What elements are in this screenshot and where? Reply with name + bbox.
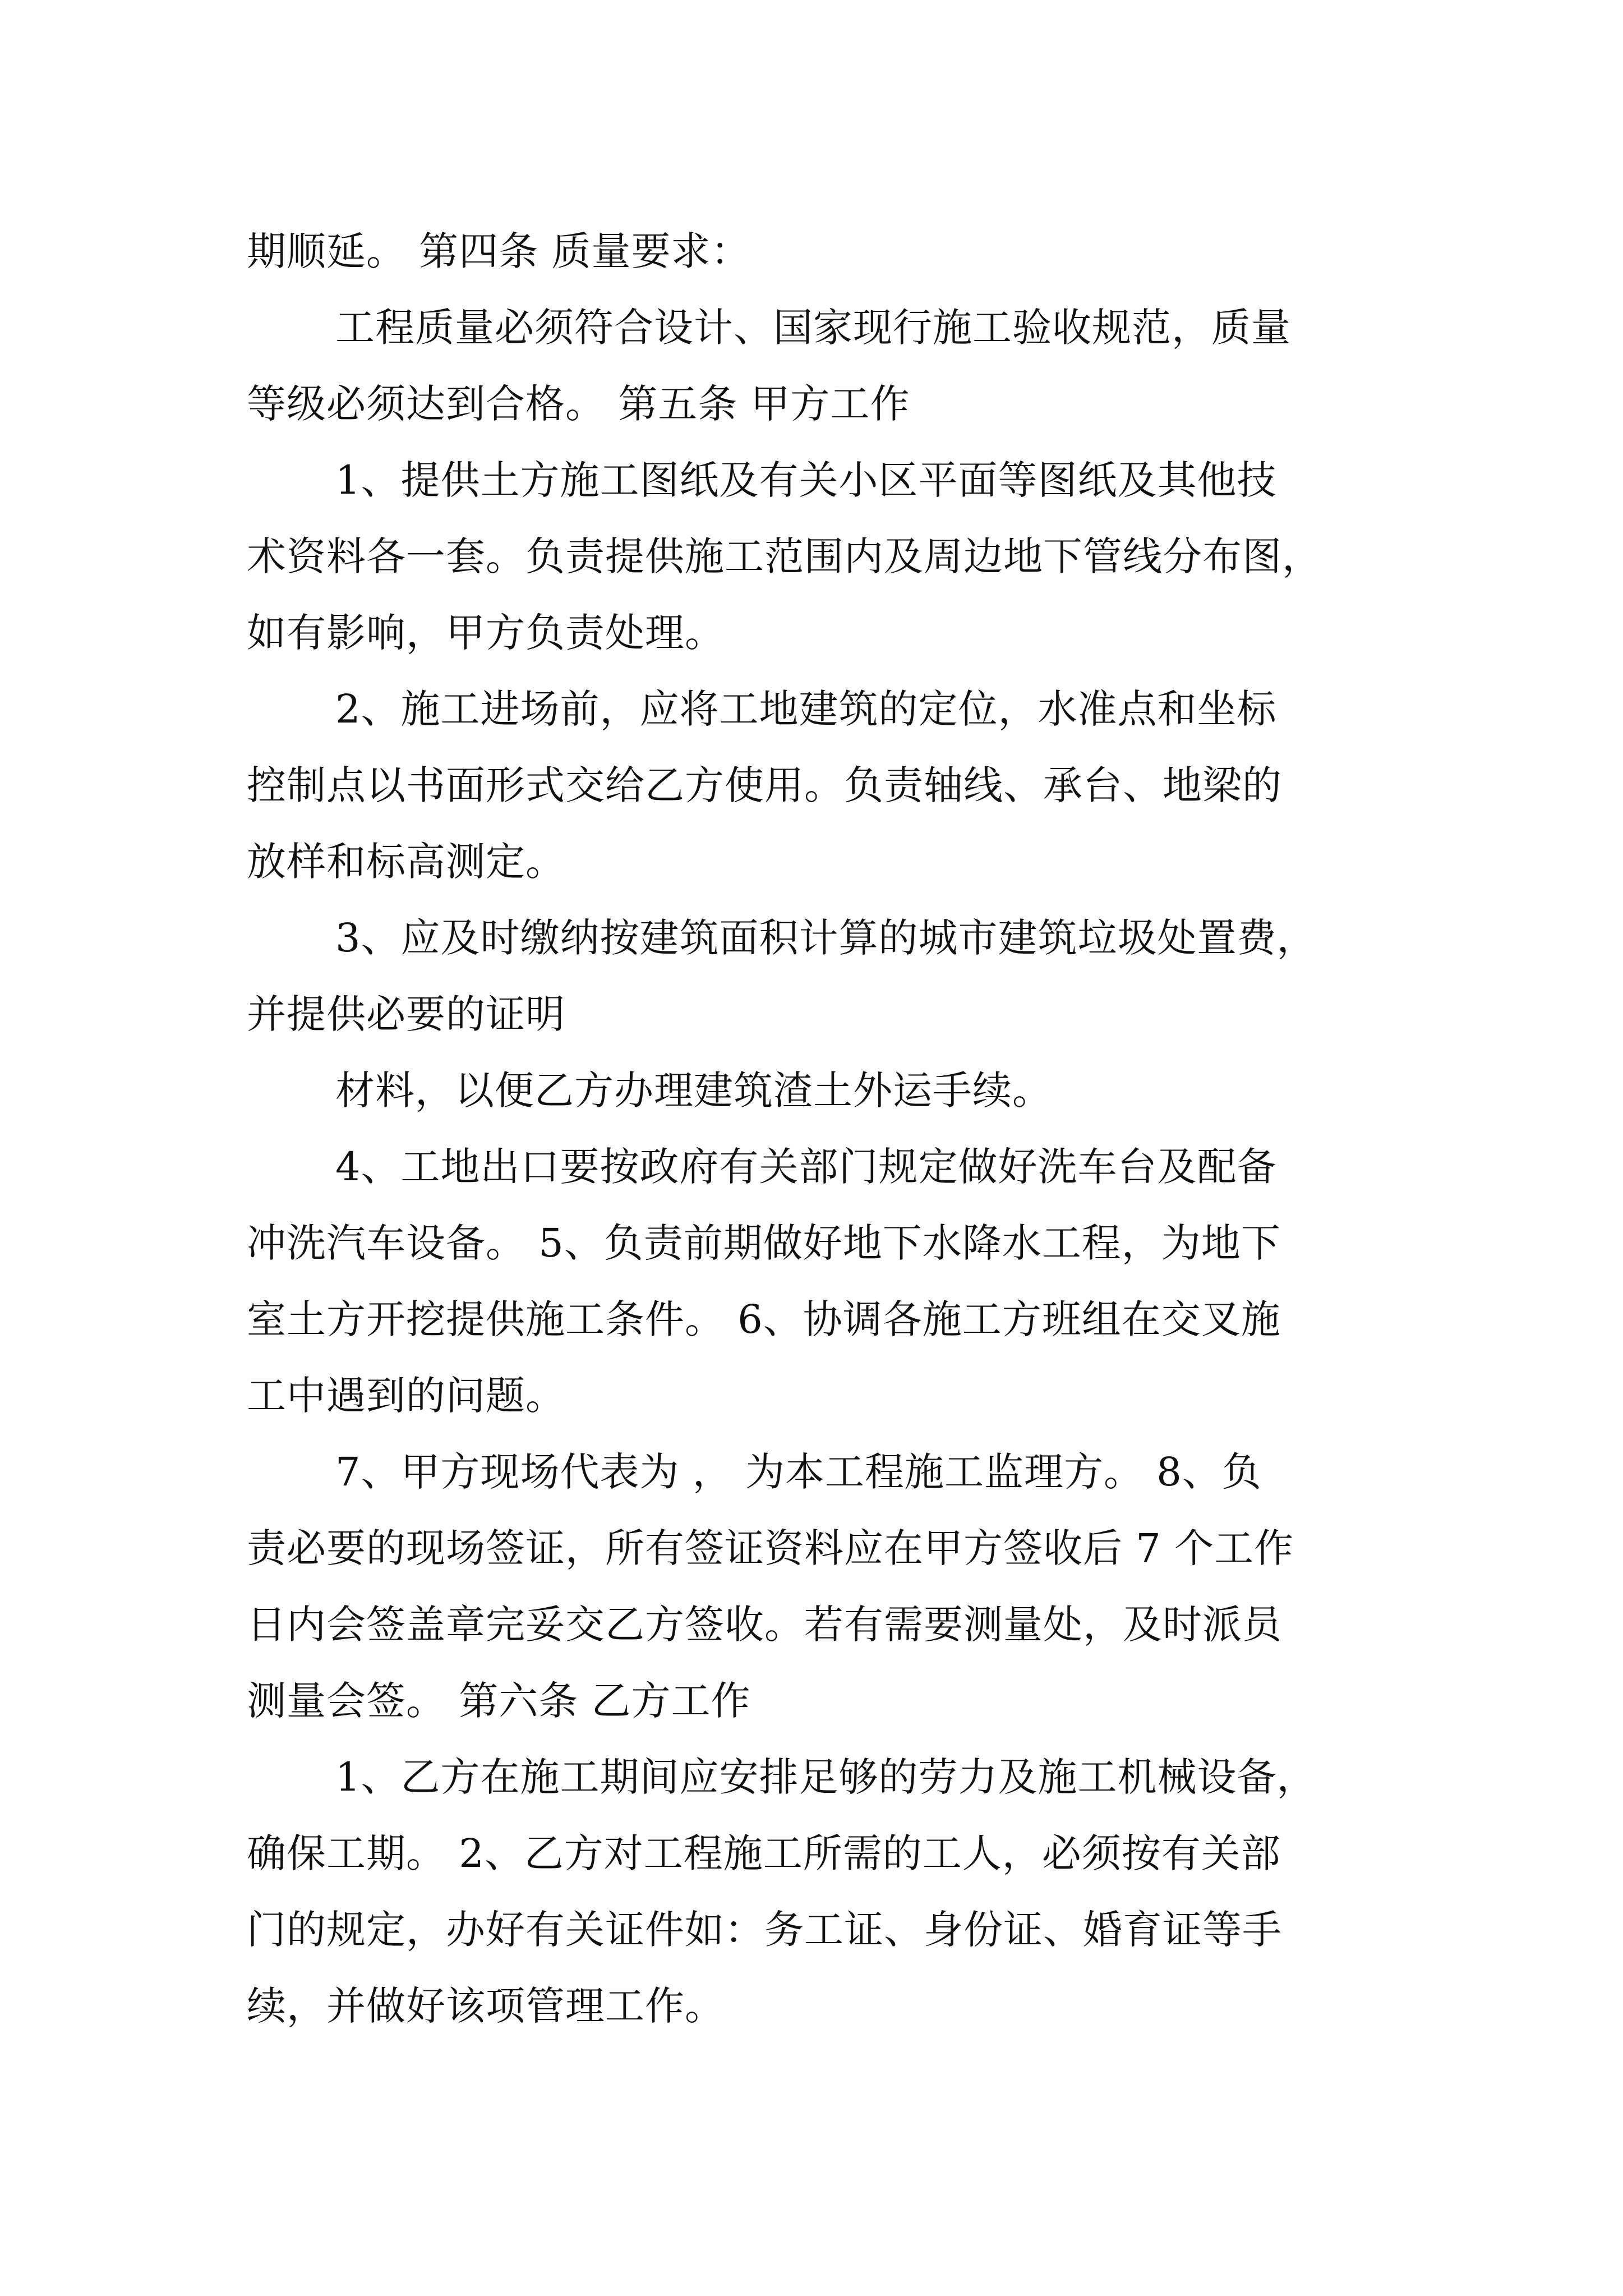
text-line-7: 2、施工进场前，应将工地建筑的定位，水准点和坐标 bbox=[335, 686, 1277, 732]
text-line-5: 术资料各一套。负责提供施工范围内及周边地下管线分布图， bbox=[247, 533, 1322, 579]
text-line-9: 放样和标高测定。 bbox=[247, 839, 565, 885]
text-line-14: 冲洗汽车设备。 5、负责前期做好地下水降水工程，为地下 bbox=[247, 1220, 1281, 1266]
document-body bbox=[247, 213, 1391, 2044]
text-line-11: 并提供必要的证明 bbox=[247, 991, 565, 1037]
text-line-24: 续，并做好该项管理工作。 bbox=[247, 1983, 725, 2029]
text-line-18: 责必要的现场签证，所有签证资料应在甲方签收后 7 个工作 bbox=[247, 1525, 1294, 1571]
text-line-10: 3、应及时缴纳按建筑面积计算的城市建筑垃圾处置费， bbox=[335, 915, 1317, 961]
text-line-19: 日内会签盖章完妥交乙方签收。若有需要测量处，及时派员 bbox=[247, 1602, 1282, 1648]
text-line-21: 1、乙方在施工期间应安排足够的劳力及施工机械设备， bbox=[335, 1754, 1317, 1800]
text-line-16: 工中遇到的问题。 bbox=[247, 1373, 565, 1419]
text-line-17: 7、甲方现场代表为 ， 为本工程施工监理方。 8、负 bbox=[335, 1449, 1262, 1495]
text-line-6: 如有影响，甲方负责处理。 bbox=[247, 610, 725, 656]
text-line-8: 控制点以书面形式交给乙方使用。负责轴线、承台、地梁的 bbox=[247, 762, 1282, 808]
text-line-3: 等级必须达到合格。 第五条 甲方工作 bbox=[247, 381, 910, 427]
text-line-1: 期顺延。 第四条 质量要求： bbox=[247, 228, 751, 274]
text-line-22: 确保工期。 2、乙方对工程施工所需的工人，必须按有关部 bbox=[247, 1830, 1281, 1876]
text-line-4: 1、提供土方施工图纸及有关小区平面等图纸及其他技 bbox=[335, 457, 1277, 503]
text-line-13: 4、工地出口要按政府有关部门规定做好洗车台及配备 bbox=[335, 1144, 1277, 1190]
text-line-2: 工程质量必须符合设计、国家现行施工验收规范，质量 bbox=[335, 305, 1291, 351]
text-line-12: 材料，以便乙方办理建筑渣土外运手续。 bbox=[335, 1068, 1052, 1114]
text-line-20: 测量会签。 第六条 乙方工作 bbox=[247, 1678, 751, 1724]
text-line-23: 门的规定，办好有关证件如：务工证、身份证、婚育证等手 bbox=[247, 1907, 1282, 1953]
text-line-15: 室土方开挖提供施工条件。 6、协调各施工方班组在交叉施 bbox=[247, 1296, 1281, 1342]
